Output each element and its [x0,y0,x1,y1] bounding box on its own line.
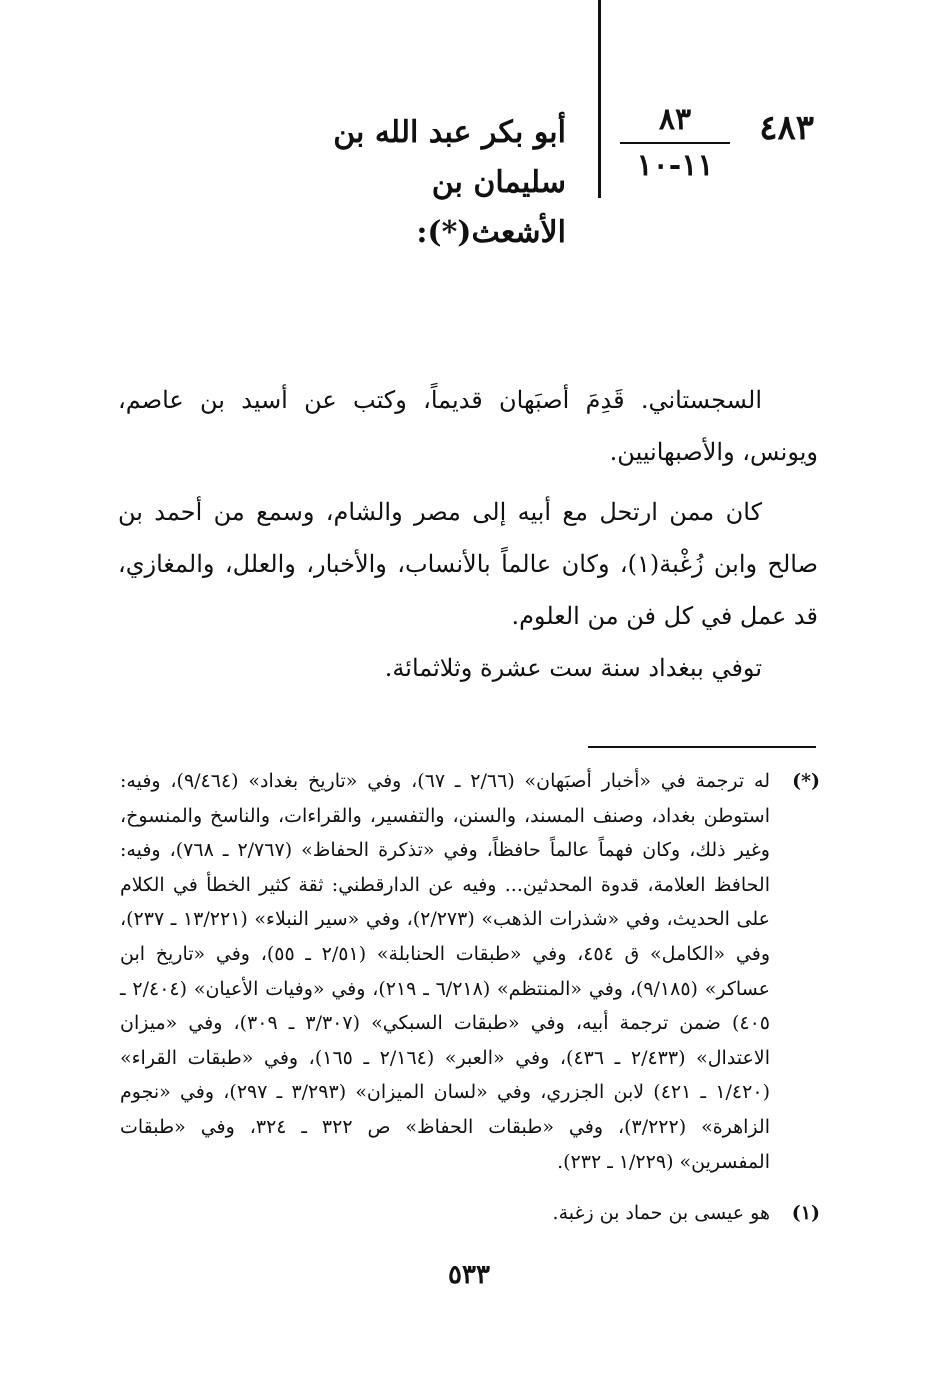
body-paragraph-3: توفي ببغداد سنة ست عشرة وثلاثمائة. [384,654,762,682]
header-vertical-rule [598,0,601,198]
footnote-marker: (*) [792,770,820,792]
fraction-denominator: ١١-١٠ [636,148,714,183]
footnote-text: له ترجمة في «أخبار أصبَهان» (٢/٦٦ ـ ٦٧)، وفي «تاريخ بغداد» (٩/٤٦٤)، وفيه: استوطن بغداد، وصنف المسند، والسنن، والتفسير، والقراءات، والناسخ والمنسوخ، وغير ذلك، وكان فهماً عالماً حافظاً، وفي «تذكرة الحفاظ» (٢/٧٦٧ ـ ٧٦٨)، وفيه: الحافظ العلامة، قدوة المحدثين... وفيه عن الدارقطني: ثقة كثير الخطأ في الكلام على الحديث، وفي «شذرات الذهب» (٢/٢٧٣)، وفي «سير النبلاء» (١٣/٢٢١ ـ ٢٣٧)، وفي «الكامل» ق ٤٥٤، وفي «طبقات الحنابلة» (٢/٥١ ـ ٥٥)، وفي «تاريخ ابن عساكر» (٩/١٨٥)، وفي «المنتظم» (٦/٢١٨ ـ ٢١٩)، وفي «وفيات الأعيان» (٢/٤٠٤ ـ ٤٠٥) ضمن ترجمة أبيه، وفي «طبقات السبكي» (٣/٣٠٧ ـ ٣٠٩)، وفي «ميزان الاعتدال» (٢/٤٣٣ ـ ٤٣٦)، وفي «العبر» (٢/١٦٤ ـ ١٦٥)، وفي «طبقات القراء» (١/٤٢٠ ـ ٤٢١) لابن الجزري، وفي «لسان الميزان» (٣/٢٩٣ ـ ٢٩٧)، وفي «نجوم الزاهرة» (٣/٢٢٢)، وفي «طبقات الحفاظ» ص ٣٢٢ ـ ٣٢٤، وفي «طبقات المفسرين» (١/٢٢٩ ـ ٢٣٢). [120,770,770,1173]
entry-fraction [620,102,730,184]
body-paragraph-1: السجستاني. قَدِمَ أصبَهان قديماً، وكتب عن أسيد بن عاصم، ويونس، والأصبهانيين. [118,386,818,466]
page-number: ٥٣٣ [448,1260,490,1290]
fraction-numerator: ٨٣ [658,102,692,137]
entry-title-line2: الأشعث(*): [416,215,566,250]
footnote-marker: (١) [791,1202,820,1224]
entry-title [236,108,566,258]
footnote-text: هو عيسى بن حماد بن زغبة. [552,1202,770,1224]
fraction-bar [620,142,730,144]
entry-title-line1: أبو بكر عبد الله بن سليمان بن [333,115,566,200]
footnote-1 [120,1196,820,1231]
body-paragraph-2: كان ممن ارتحل مع أبيه إلى مصر والشام، وسمع من أحمد بن صالح وابن زُغْبة(١)، وكان عالماً بالأنساب، والأخبار، والعلل، والمغازي، قد عمل في كل فن من العلوم. [118,498,818,630]
footnote-separator [588,746,816,748]
entry-number: ٤٨٣ [759,108,814,148]
footnote-star [120,764,820,1179]
